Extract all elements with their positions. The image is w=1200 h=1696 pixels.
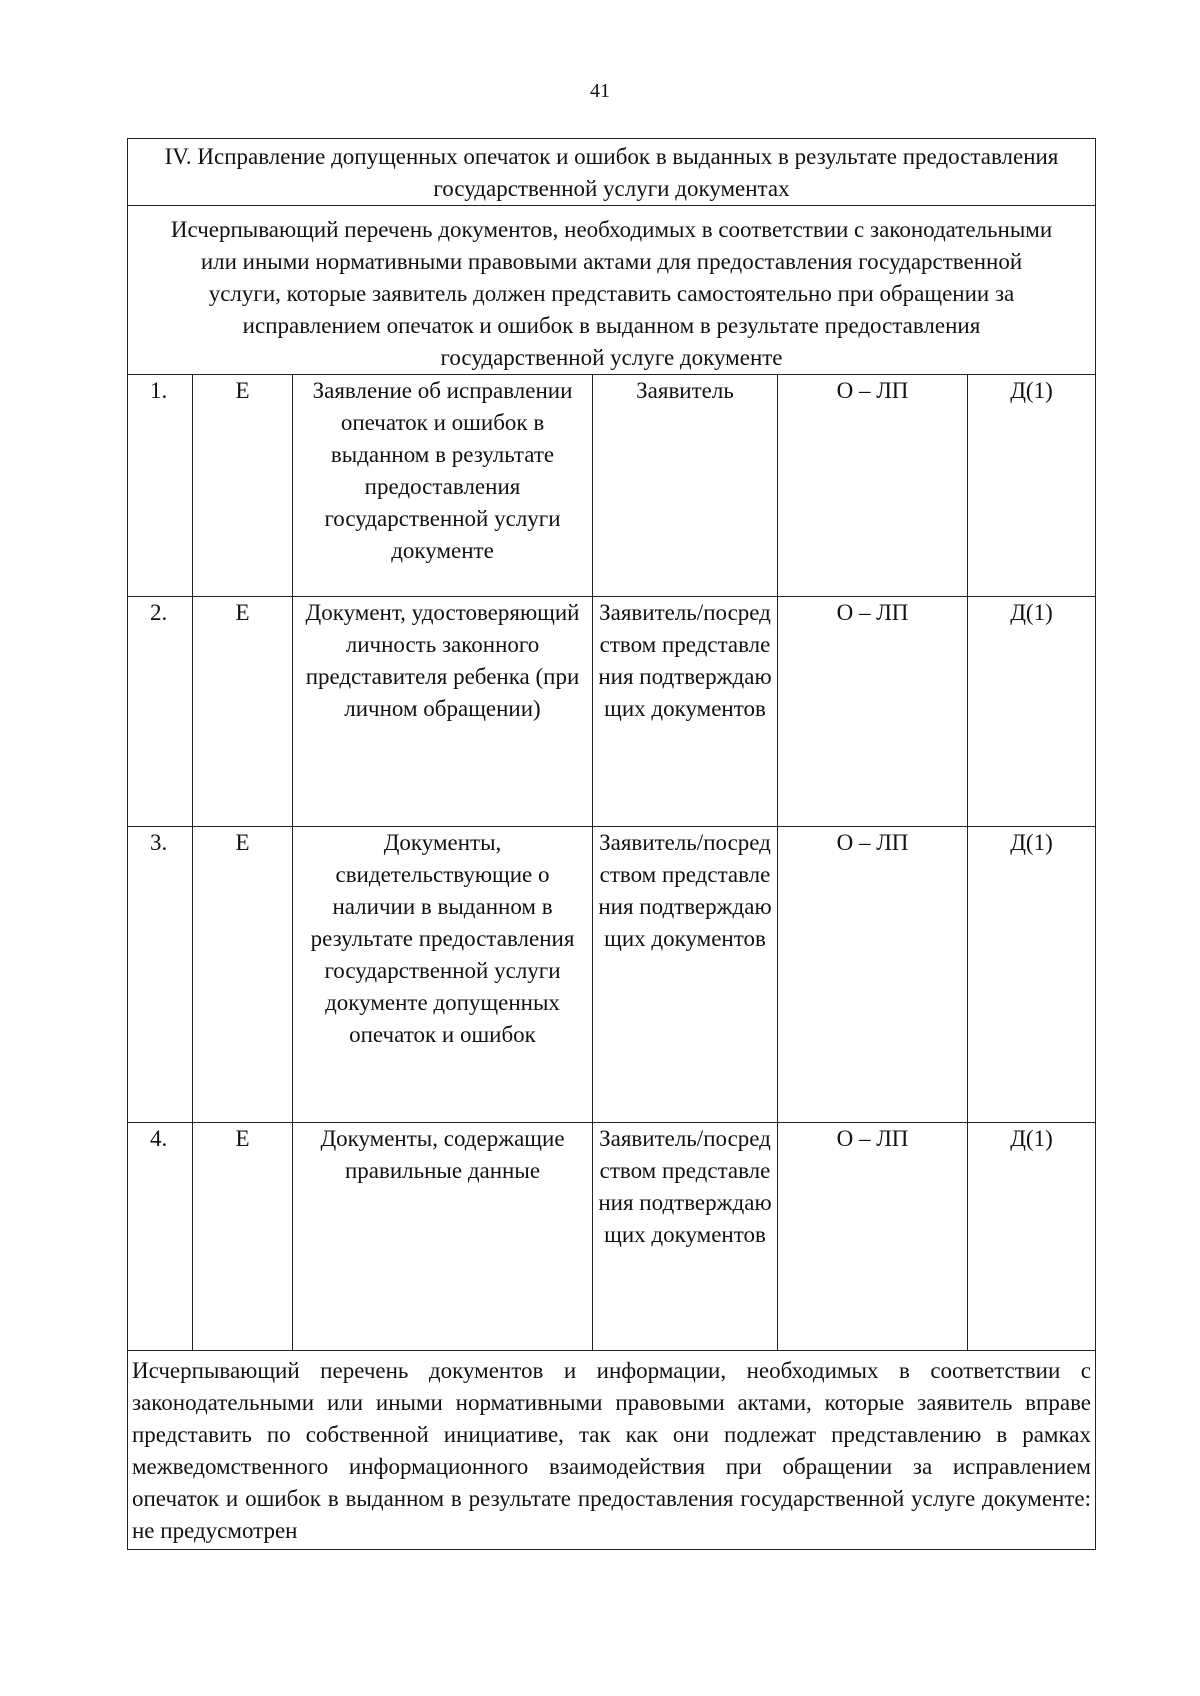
section-title-row: [128, 139, 1096, 206]
row-document: Заявление об исправлении опечаток и ошибок в выданном в результате предоставления государственной услуги документе: [293, 375, 593, 597]
row-type: Д(1): [968, 597, 1096, 827]
row-source: Заявитель: [593, 375, 778, 597]
row-form: О – ЛП: [778, 597, 968, 827]
row-code: Е: [193, 375, 293, 597]
table-row: [128, 597, 1096, 827]
row-document: Документ, удостоверяющий личность законного представителя ребенка (при личном обращении): [293, 597, 593, 827]
footer-note: Исчерпывающий перечень документов и информации, необходимых в соответствии с законодательными или иными нормативными правовыми актами, которые заявитель вправе представить по собственной инициативе, так как они подлежат представлению в рамках межведомственного информационного взаимодействия при обращении за исправлением опечаток и ошибок в выданном в результате предоставления государственной услуге документе: не предусмотрен: [128, 1351, 1096, 1550]
section-title: IV. Исправление допущенных опечаток и ошибок в выданных в результате предоставления государственной услуги документах: [128, 139, 1096, 206]
table-row: [128, 827, 1096, 1123]
table-row: [128, 375, 1096, 597]
subsection-title: Исчерпывающий перечень документов, необходимых в соответствии с законодательными или иными нормативными правовыми актами для предоставления государственной услуги, которые заявитель должен представить самостоятельно при обращении за исправлением опечаток и ошибок в выданном в результате предоставления государственной услуге документе: [128, 206, 1096, 375]
table-row: [128, 1123, 1096, 1351]
row-code: Е: [193, 1123, 293, 1351]
row-code: Е: [193, 827, 293, 1123]
page-number: 41: [590, 80, 610, 102]
row-document: Документы, содержащие правильные данные: [293, 1123, 593, 1351]
row-source: Заявитель/посредством представления подтверждающих документов: [593, 597, 778, 827]
row-number: 3.: [128, 827, 193, 1123]
row-form: О – ЛП: [778, 1123, 968, 1351]
row-type: Д(1): [968, 375, 1096, 597]
row-type: Д(1): [968, 1123, 1096, 1351]
row-form: О – ЛП: [778, 827, 968, 1123]
row-source: Заявитель/посредством представления подтверждающих документов: [593, 1123, 778, 1351]
footer-row: [128, 1351, 1096, 1550]
row-number: 2.: [128, 597, 193, 827]
row-form: О – ЛП: [778, 375, 968, 597]
row-number: 4.: [128, 1123, 193, 1351]
documents-table: [127, 138, 1096, 1550]
row-source: Заявитель/посредством представления подтверждающих документов: [593, 827, 778, 1123]
row-document: Документы, свидетельствующие о наличии в выданном в результате предоставления государственной услуги документе допущенных опечаток и ошибок: [293, 827, 593, 1123]
row-code: Е: [193, 597, 293, 827]
row-type: Д(1): [968, 827, 1096, 1123]
row-number: 1.: [128, 375, 193, 597]
subsection-title-row: [128, 206, 1096, 375]
